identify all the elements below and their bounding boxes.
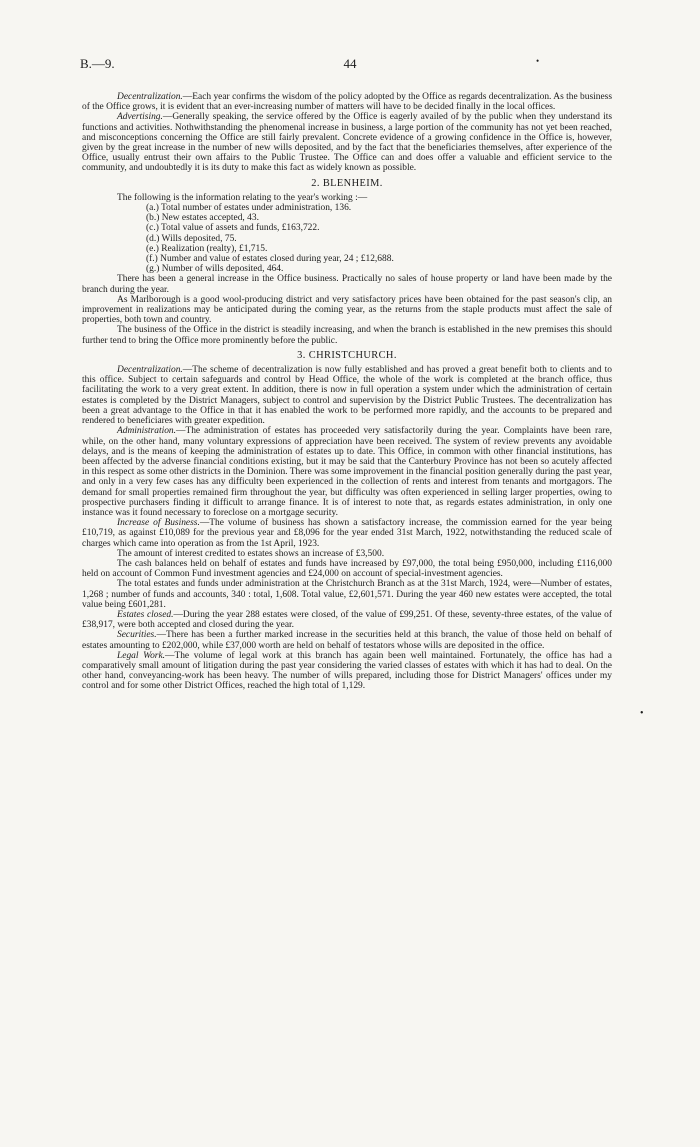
christchurch-paragraph xyxy=(82,365,612,426)
paragraph-text: The amount of interest credited to estates shows an increase of £3,500. xyxy=(117,548,385,559)
blenheim-paragraph: There has been a general increase in the Office business. Practically no sales of house property or land have been made by the branch during the year. xyxy=(82,274,612,295)
paragraph-heading: Securities. xyxy=(117,630,157,641)
paragraph-text: —The volume of business has shown a satisfactory increase, the commission earned for the year being £10,719, as against £10,089 for the previous year and £8,096 for the year ended 31st March, 1922, notwithstanding the reduced scale of charges which came into operation as from the 1st April, 1923. xyxy=(82,518,613,549)
paragraph-heading: Estates closed. xyxy=(117,609,174,620)
intro-paragraph-advertising xyxy=(82,112,612,173)
christchurch-paragraph xyxy=(82,610,612,630)
christchurch-paragraph xyxy=(82,518,612,549)
christchurch-paragraph xyxy=(82,579,612,610)
paragraph-text: —The administration of estates has proceeded very satisfactorily during the year. Complaints have been rare, while, on the other hand, many voluntary expressions of appreciation have been received. The system of review prevents any avoidable delays, and is the means of keeping the administration of estates up to date. This Office, in common with other financial institutions, has been affected by the adverse financial conditions existing, but it may be said that the Canterbury Province has not been so acutely affected in this respect as some other districts in the Dominion. There was some improvement in the financial position generally during the past year, and only in a very few cases has any difficulty been experienced in the collection of rents and interest from tenants and mortgagors. The demand for small properties remained firm throughout the year, but difficulty was often experienced in selling larger properties, owing to prospective purchasers finding it difficult to arrange finance. It is of interest to note that, as regards estates administration, in only one instance was it found necessary to foreclose on a mortgage security. xyxy=(82,426,612,518)
page-header xyxy=(58,56,642,72)
christchurch-paragraph xyxy=(82,549,612,559)
list-item: (f.) Number and value of estates closed during year, 24 ; £12,688. xyxy=(146,254,394,265)
list-item: (c.) Total value of assets and funds, £163,722. xyxy=(146,223,320,234)
paragraph-text: —During the year 288 estates were closed, of the value of £99,251. Of these, seventy-three estates, of the value of £38,917, were both accepted and closed during the year. xyxy=(82,609,612,631)
christchurch-paragraph xyxy=(82,426,612,518)
margin-mark: • xyxy=(640,708,644,719)
christchurch-paragraph xyxy=(82,559,612,579)
paragraph-heading: Decentralization. xyxy=(117,92,183,102)
paragraph-heading: Advertising. xyxy=(117,112,163,123)
paragraph-heading: Administration. xyxy=(117,426,176,437)
paragraph-heading: Legal Work. xyxy=(117,650,166,661)
paragraph-heading: Increase of Business. xyxy=(117,518,200,529)
paragraph-text: The total estates and funds under administration at the Christchurch Branch as at the 31st March, 1924, were—Number of estates, 1,268 ; number of funds and accounts, 340 : total, 1,608. Total value, £2,601,571. During the year 460 new estates were accepted, the total value being £601,281. xyxy=(82,579,612,610)
page-body xyxy=(82,92,612,692)
section-title-blenheim: 2. BLENHEIM. xyxy=(311,177,383,189)
section-title-christchurch: 3. CHRISTCHURCH. xyxy=(297,349,397,361)
paragraph-text: —Generally speaking, the service offered by the Office is eagerly availed of by the public when they understand its functions and activities. Nothwithstanding the phenomenal increase in business, a large portion of the community has not yet been reached, and misconceptions concerning the Office are still fairly prevalent. Concrete evidence of a growing confidence in the Office is, however, given by the great increase in the number of new wills deposited, and by the fact that the beneficiaries themselves, after experience of the Office, usually entrust their own affairs to the Public Trustee. The Office can and does offer a valuable and efficient service to the community, and undoubtedly it is its duty to make this fact as widely known as possible. xyxy=(82,112,612,174)
document-reference: B.—9. xyxy=(80,56,115,71)
list-item: (a.) Total number of estates under administration, 136. xyxy=(146,203,352,214)
paragraph-text: —Each year confirms the wisdom of the policy adopted by the Office as regards decentralization. As the business of the Office grows, it is evident that an ever-increasing number of matters will have to be decided finally in the local offices. xyxy=(82,92,612,113)
paragraph-text: —The volume of legal work at this branch has again been well maintained. Fortunately, the office has had a comparatively small amount of litigation during the past year considering the varied classes of estates with which it has had to deal. On the other hand, conveyancing-work has been heavy. The number of wills prepared, including those for District Managers' offices under my control and for some other District Offices, reached the high total of 1,129. xyxy=(82,650,612,692)
christchurch-paragraph xyxy=(82,630,612,650)
paragraph-text: —The scheme of decentralization is now fully established and has proved a great benefit both to clients and to this office. Subject to certain safeguards and control by Head Office, the whole of the work is completed at the branch office, thus facilitating the work to a very great extent. In addition, there is now in full operation a system under which the administration of certain estates is completed by the District Managers, subject to control and supervision by the District Public Trustees. The decentralization has been a great advantage to the Office in that it has enabled the work to be performed more rapidly, and the accounts to be prepared and rendered to beneficiares with greater expedition. xyxy=(82,365,612,427)
blenheim-lead: The following is the information relating to the year's working :— xyxy=(117,192,368,203)
intro-paragraph-decentralization xyxy=(82,92,612,112)
blenheim-paragraph: The business of the Office in the district is steadily increasing, and when the branch is established in the new premises this should further tend to bring the Office more prominently before the public. xyxy=(82,325,612,346)
list-item: (e.) Realization (realty), £1,715. xyxy=(146,243,268,254)
header-mark: • xyxy=(536,56,540,66)
blenheim-paragraph: As Marlborough is a good wool-producing district and very satisfactory prices have been obtained for the past season's clip, an improvement in realizations may be anticipated during the coming year, as the returns from the staple products must affect the sale of properties, both town and country. xyxy=(82,294,612,326)
page-number: 44 xyxy=(343,56,357,71)
list-item: (b.) New estates accepted, 43. xyxy=(146,213,259,224)
christchurch-paragraph xyxy=(82,651,612,692)
list-item: (d.) Wills deposited, 75. xyxy=(146,233,237,244)
paragraph-heading: Decentralization. xyxy=(117,365,183,376)
paragraph-text: The cash balances held on behalf of estates and funds have increased by £97,000, the total being £950,000, including £116,000 held on account of Common Fund investment agencies and £24,000 on account of special-investment agencies. xyxy=(82,558,612,580)
paragraph-text: —There has been a further marked increase in the securities held at this branch, the value of those held on behalf of estates amounting to £202,000, while £37,000 worth are held on behalf of testators whose wills are deposited in the office. xyxy=(82,630,612,651)
list-item: (g.) Number of wills deposited, 464. xyxy=(146,264,284,275)
